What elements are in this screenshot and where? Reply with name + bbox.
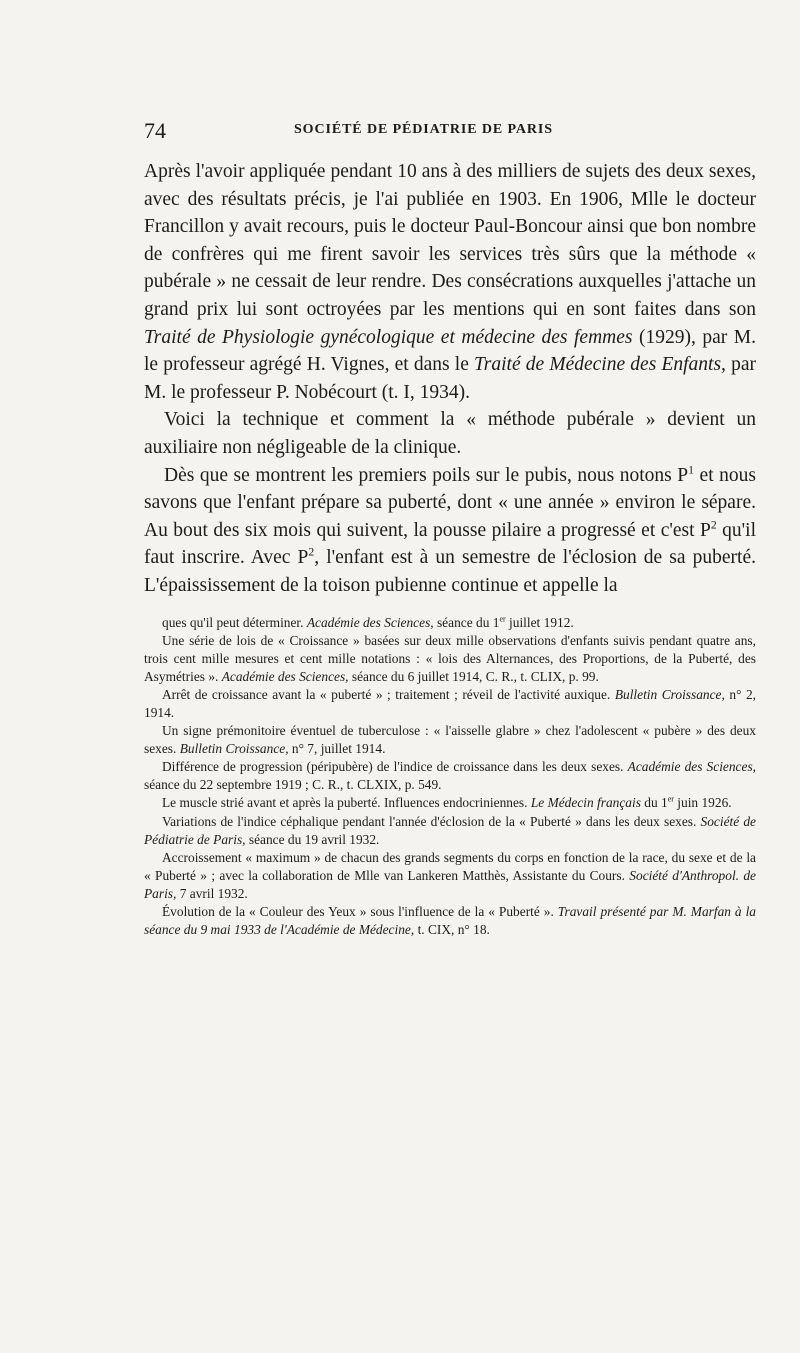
italic-text: Bulletin Croissance, xyxy=(179,741,289,757)
text-run: et nous savons que l'enfant prépare sa puberté, dont « une année » environ le sépare. Au bout des six mois qui suivent, la pousse pilaire a progressé et c'est P xyxy=(144,464,756,541)
text-run: Différence de progression (péripubère) de l'indice de croissance dans les deux sexes. xyxy=(162,759,628,775)
text-run: séance du 19 avril 1932. xyxy=(245,831,380,847)
italic-text: Travail présenté par M. Marfan à la séance du 9 mai 1933 de l'Académie de Médecine, xyxy=(144,904,757,938)
footnote xyxy=(144,722,756,758)
superscript: 1 xyxy=(688,463,694,477)
text-run: n° 2, 1914. xyxy=(144,686,756,720)
footnote xyxy=(144,758,756,794)
text-run: séance du 22 septembre 1919 ; C. R., t. CLXIX, p. 549. xyxy=(144,777,442,793)
italic-text: Académie des Sciences, xyxy=(627,759,757,775)
footnote xyxy=(144,903,756,939)
text-run: Voici la technique et comment la « méthode pubérale » devient un auxiliaire non négligeable de la clinique. xyxy=(144,409,756,458)
text-run: Accroissement « maximum » de chacun des grands segments du corps en fonction de la race, du sexe et de la « Puberté » ; avec la collaboration de Mlle van Lankeren Matthès, Assistante du Cours. xyxy=(144,849,756,883)
page-number: 74 xyxy=(144,118,166,143)
italic-text: Bulletin Croissance, xyxy=(614,686,725,702)
text-run: Arrêt de croissance avant la « puberté » ; traitement ; réveil de l'activité auxique. xyxy=(162,686,615,702)
footnote xyxy=(144,686,756,722)
text-run: , l'enfant est à un semestre de l'éclosion de sa puberté. L'épaississement de la toison pubienne continue et appelle la xyxy=(144,547,756,596)
footnote xyxy=(144,813,756,849)
footnote xyxy=(144,614,756,632)
text-run: juillet 1912. xyxy=(505,614,574,630)
superscript: 2 xyxy=(308,545,315,559)
text-run: Un signe prémonitoire éventuel de tuberculose : « l'aisselle glabre » chez l'adolescent « pubère » des deux sexes. xyxy=(144,723,756,757)
superscript: er xyxy=(499,614,506,624)
text-run: t. CIX, n° 18. xyxy=(414,922,490,938)
main-text xyxy=(144,158,756,600)
text-run: Une série de lois de « Croissance » basées sur deux mille observations d'enfants suivis pendant quatre ans, trois cent mille mesures et cent mille notations : « lois des Alternances, des Proportions, de la Puberté, des Asymétries ». xyxy=(144,632,756,684)
superscript: 2 xyxy=(710,518,717,532)
italic-text: Académie des Sciences, xyxy=(306,614,434,630)
text-run: juin 1926. xyxy=(673,795,732,811)
body-paragraph xyxy=(144,406,756,461)
footnote xyxy=(144,632,756,686)
italic-text: Traité de Physiologie gynécologique et médecine des femmes xyxy=(144,326,633,348)
text-run: séance du 1 xyxy=(433,614,500,630)
text-run: Le muscle strié avant et après la puberté. Influences endocriniennes. xyxy=(162,795,531,811)
book-page xyxy=(144,118,756,939)
body-paragraph xyxy=(144,158,756,406)
footnotes xyxy=(144,614,756,940)
italic-text: Académie des Sciences, xyxy=(221,668,349,684)
text-run: ques qu'il peut déterminer. xyxy=(162,614,307,630)
text-run: séance du 6 juillet 1914, C. R., t. CLIX, p. 99. xyxy=(348,668,599,684)
italic-text: Traité de Médecine des Enfants, xyxy=(474,354,726,376)
text-run: du 1 xyxy=(640,795,668,811)
footnote xyxy=(144,849,756,903)
text-run: Évolution de la « Couleur des Yeux » sous l'influence de la « Puberté ». xyxy=(162,904,558,919)
text-run: Dès que se montrent les premiers poils sur le pubis, nous notons P xyxy=(164,464,689,486)
body-paragraph xyxy=(144,462,756,600)
italic-text: Le Médecin français xyxy=(530,795,641,811)
footnote xyxy=(144,794,756,812)
italic-text: Société de Pédiatrie de Paris, xyxy=(144,813,756,847)
italic-text: Société d'Anthropol. de Paris, xyxy=(144,867,756,901)
text-run: qu'il faut inscrire. Avec P xyxy=(144,519,756,569)
text-run: n° 7, juillet 1914. xyxy=(288,741,386,757)
text-run: 7 avril 1932. xyxy=(176,885,248,901)
superscript: er xyxy=(667,794,674,804)
text-run: (1929), par M. le professeur agrégé H. Vignes, et dans le xyxy=(144,326,756,376)
page-header xyxy=(144,118,756,158)
text-run: Variations de l'indice céphalique pendant l'année d'éclosion de la « Puberté » dans les deux sexes. xyxy=(162,813,701,829)
running-head: SOCIÉTÉ DE PÉDIATRIE DE PARIS xyxy=(294,122,553,137)
text-run: par M. le professeur P. Nobécourt (t. I, 1934). xyxy=(144,354,756,403)
text-run: Après l'avoir appliquée pendant 10 ans à des milliers de sujets des deux sexes, avec des résultats précis, je l'ai publiée en 1903. En 1906, Mlle le docteur Francillon y avait recours, puis le docteur Paul-Boncour ainsi que bon nombre de confrères qui me firent savoir les services très sûrs que la méthode « pubérale » ne cessait de leur rendre. Des consécrations auxquelles j'attache un grand prix lui sont octroyées par les mentions qui en sont faites dans son xyxy=(144,161,756,320)
